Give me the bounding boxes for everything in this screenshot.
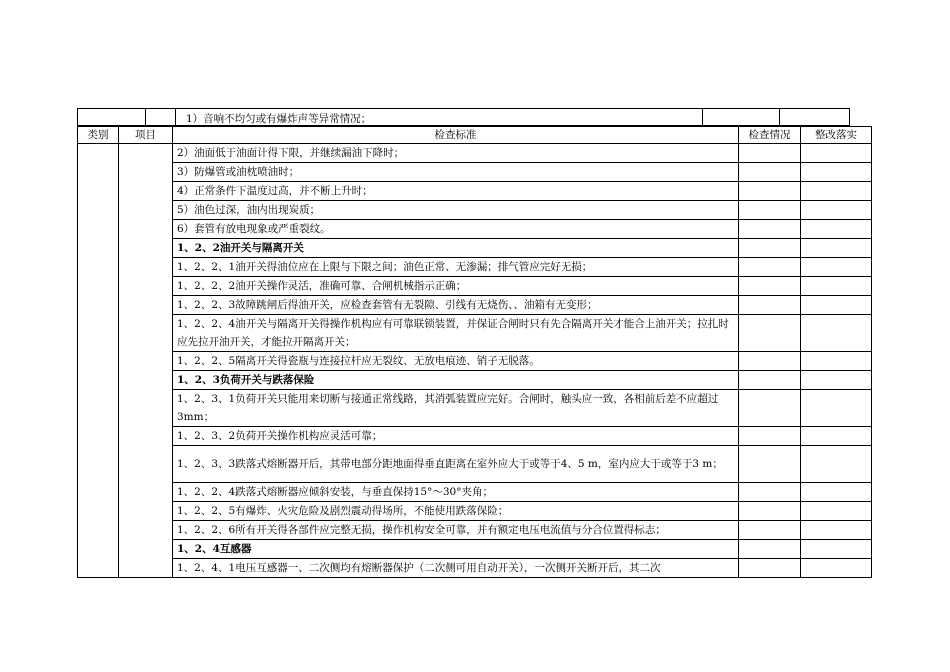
table-row xyxy=(78,296,872,315)
inspection-cell[interactable] xyxy=(739,315,801,352)
inspection-cell[interactable] xyxy=(739,296,801,315)
rectification-cell[interactable] xyxy=(801,540,872,559)
rectification-cell[interactable] xyxy=(801,239,872,258)
table-row xyxy=(78,258,872,277)
inspection-cell[interactable] xyxy=(739,427,801,446)
inspection-cell[interactable] xyxy=(739,502,801,521)
criteria-cell: 1、2、2、1油开关得油位应在上限与下限之间；油色正常、无渗漏；排气管应完好无损； xyxy=(173,258,739,277)
table-row xyxy=(78,540,872,559)
rectification-cell[interactable] xyxy=(801,144,872,163)
header-category: 类别 xyxy=(78,127,119,144)
top-fragment-text: 1）音响不均匀或有爆炸声等异常情况； xyxy=(186,113,372,125)
header-criteria: 检查标准 xyxy=(173,127,739,144)
table-body xyxy=(78,144,872,578)
criteria-cell: 6）套管有放电现象或严重裂纹。 xyxy=(173,220,739,239)
rectification-cell[interactable] xyxy=(801,296,872,315)
cell-divider xyxy=(145,109,146,125)
cell-divider xyxy=(702,109,703,125)
inspection-cell[interactable] xyxy=(739,446,801,483)
rectification-cell[interactable] xyxy=(801,502,872,521)
rectification-cell[interactable] xyxy=(801,446,872,483)
inspection-cell[interactable] xyxy=(739,163,801,182)
table-row xyxy=(78,277,872,296)
table-row xyxy=(78,427,872,446)
rectification-cell[interactable] xyxy=(801,220,872,239)
rectification-cell[interactable] xyxy=(801,427,872,446)
header-inspection: 检查情况 xyxy=(739,127,801,144)
rectification-cell[interactable] xyxy=(801,390,872,427)
table-row xyxy=(78,390,872,427)
rectification-cell[interactable] xyxy=(801,559,872,578)
criteria-cell: 2）油面低于油面计得下限，并继续漏油下降时； xyxy=(173,144,739,163)
criteria-cell: 1、2、2、4油开关与隔离开关得操作机构应有可靠联锁装置，并保证合闸时只有先合隔离开关才能合上油开关；拉扎时应先拉开油开关，才能拉开隔离开关； xyxy=(173,315,739,352)
table-row xyxy=(78,559,872,578)
rectification-cell[interactable] xyxy=(801,258,872,277)
table-row xyxy=(78,163,872,182)
criteria-cell: 1、2、4互感器 xyxy=(173,540,739,559)
table-row xyxy=(78,502,872,521)
criteria-cell: 1、2、2、5有爆炸、火灾危险及剧烈震动得场所，不能使用跌落保险； xyxy=(173,502,739,521)
inspection-cell[interactable] xyxy=(739,239,801,258)
criteria-cell: 5）油色过深，油内出现炭质； xyxy=(173,201,739,220)
inspection-cell[interactable] xyxy=(739,390,801,427)
rectification-cell[interactable] xyxy=(801,201,872,220)
rectification-cell[interactable] xyxy=(801,163,872,182)
header-item: 项目 xyxy=(119,127,173,144)
inspection-cell[interactable] xyxy=(739,182,801,201)
rectification-cell[interactable] xyxy=(801,352,872,371)
criteria-cell: 1、2、3、1负荷开关只能用来切断与接通正常线路，其消弧装置应完好。合闸时，触头应一致，各相前后差不应超过3mm； xyxy=(173,390,739,427)
criteria-cell: 1、2、2油开关与隔离开关 xyxy=(173,239,739,258)
rectification-cell[interactable] xyxy=(801,483,872,502)
top-fragment-row xyxy=(77,108,850,126)
rectification-cell[interactable] xyxy=(801,277,872,296)
rectification-cell[interactable] xyxy=(801,315,872,352)
inspection-cell[interactable] xyxy=(739,277,801,296)
table-row xyxy=(78,201,872,220)
table-row xyxy=(78,182,872,201)
criteria-cell: 1、2、3负荷开关与跌落保险 xyxy=(173,371,739,390)
category-cell xyxy=(78,144,119,578)
table-row xyxy=(78,239,872,258)
header-rectification: 整改落实 xyxy=(801,127,872,144)
inspection-cell[interactable] xyxy=(739,371,801,390)
table-row xyxy=(78,144,872,163)
table-row xyxy=(78,483,872,502)
criteria-cell: 1、2、2、6所有开关得各部件应完整无损，操作机构安全可靠，并有额定电压电流值与分合位置得标志； xyxy=(173,521,739,540)
inspection-cell[interactable] xyxy=(739,559,801,578)
inspection-table xyxy=(77,126,872,578)
criteria-cell: 4）正常条件下温度过高，并不断上升时； xyxy=(173,182,739,201)
rectification-cell[interactable] xyxy=(801,182,872,201)
criteria-cell: 1、2、2、4跌落式熔断器应倾斜安装，与垂直保持15°～30°夹角； xyxy=(173,483,739,502)
table-row xyxy=(78,352,872,371)
criteria-cell: 1、2、2、3故障跳闸后得油开关，应检查套管有无裂隙、引线有无烧伤、、油箱有无变形； xyxy=(173,296,739,315)
criteria-cell: 1、2、4、1电压互感器一、二次侧均有熔断器保护（二次侧可用自动开关），一次侧开关断开后，其二次 xyxy=(173,559,739,578)
criteria-cell: 1、2、3、3跌落式熔断器开后，其带电部分距地面得垂直距离在室外应大于或等于4、5 m，室内应大于或等于3 m； xyxy=(173,446,739,483)
inspection-cell[interactable] xyxy=(739,258,801,277)
cell-divider xyxy=(779,109,780,125)
header-row xyxy=(78,127,872,144)
table-row xyxy=(78,315,872,352)
table-row xyxy=(78,521,872,540)
inspection-cell[interactable] xyxy=(739,201,801,220)
criteria-cell: 1、2、2、2油开关操作灵活，准确可靠、合闸机械指示正确； xyxy=(173,277,739,296)
rectification-cell[interactable] xyxy=(801,521,872,540)
cell-divider xyxy=(175,109,176,125)
inspection-cell[interactable] xyxy=(739,521,801,540)
inspection-cell[interactable] xyxy=(739,483,801,502)
criteria-cell: 1、2、2、5隔离开关得瓷瓶与连接拉杆应无裂纹、无放电痕迹、销子无脱落。 xyxy=(173,352,739,371)
table-row xyxy=(78,446,872,483)
criteria-cell: 3）防爆管或油枕喷油时； xyxy=(173,163,739,182)
table-row xyxy=(78,371,872,390)
table-row xyxy=(78,220,872,239)
inspection-cell[interactable] xyxy=(739,352,801,371)
criteria-cell: 1、2、3、2负荷开关操作机构应灵活可靠； xyxy=(173,427,739,446)
item-cell xyxy=(119,144,173,578)
inspection-cell[interactable] xyxy=(739,220,801,239)
inspection-cell[interactable] xyxy=(739,144,801,163)
inspection-cell[interactable] xyxy=(739,540,801,559)
rectification-cell[interactable] xyxy=(801,371,872,390)
